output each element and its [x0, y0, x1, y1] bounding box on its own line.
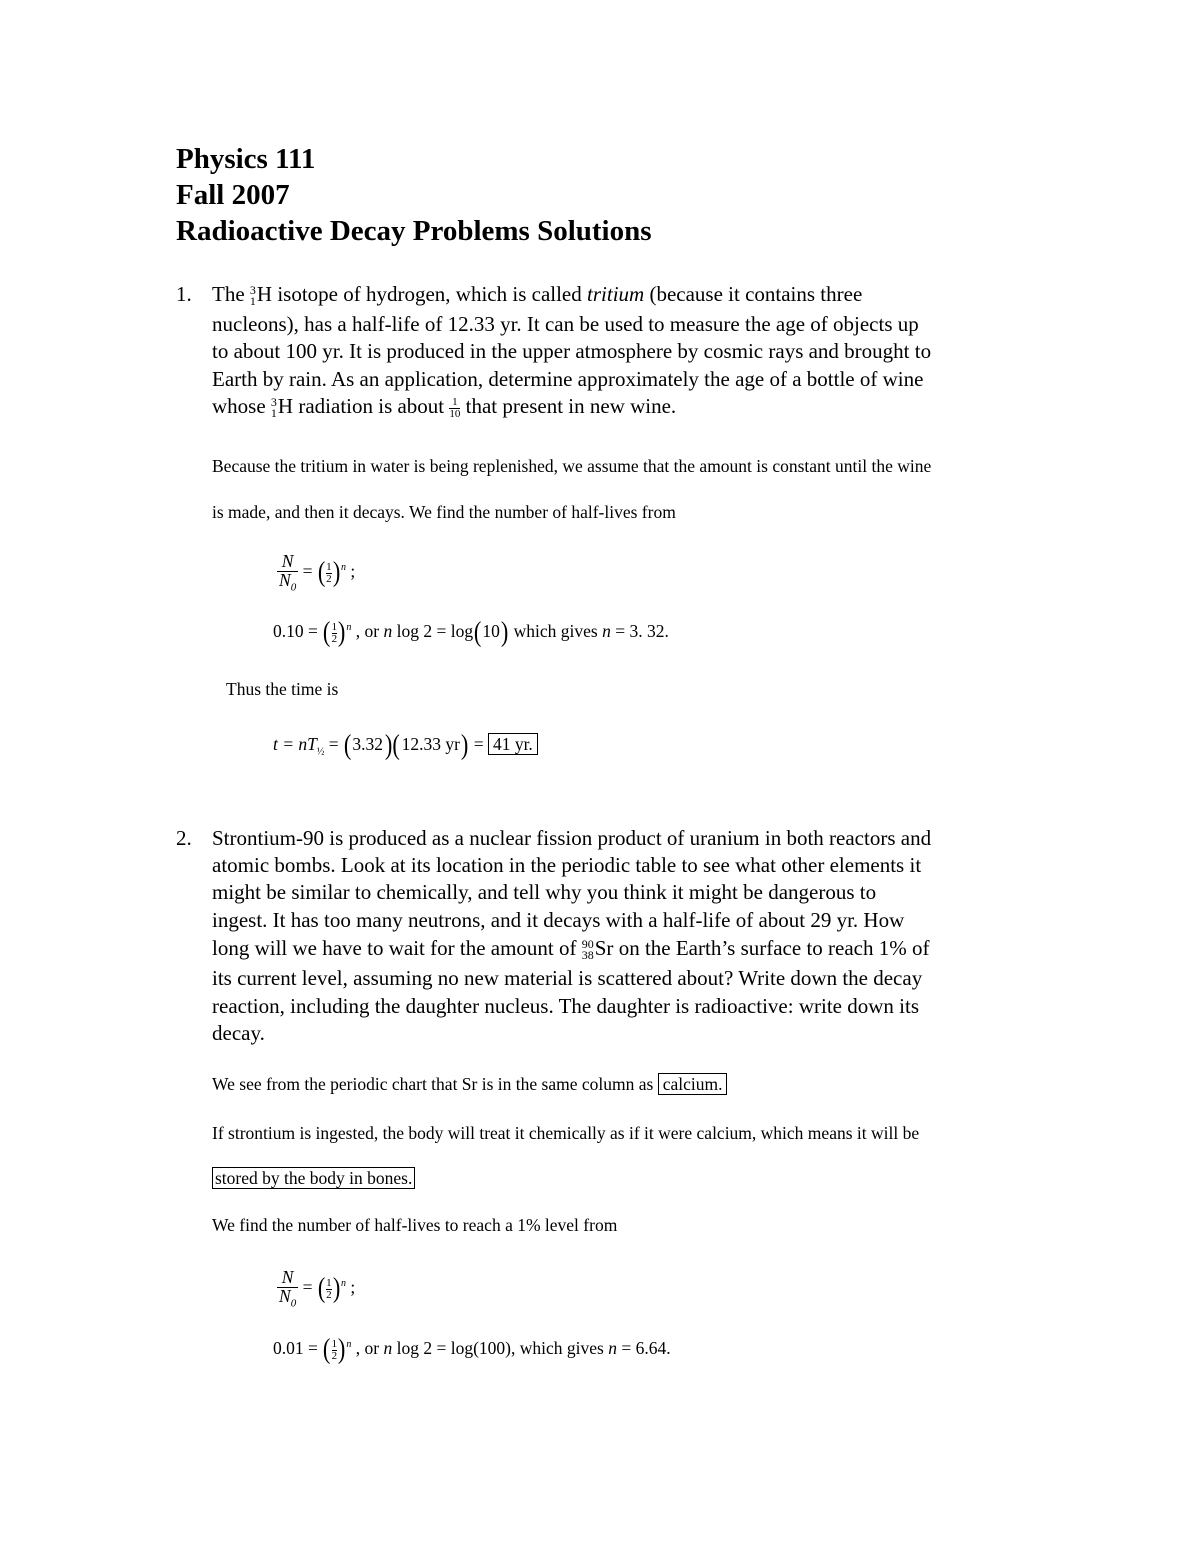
problem-1-line-2: nucleons), has a half-life of 12.33 yr. It can be used to measure the age of objects up	[212, 312, 919, 336]
problem-2-line-5: long will we have to wait for the amount of 90 38 Sr on the Earth’s surface to reach 1% of	[212, 936, 930, 963]
solution-2-text-3	[212, 1168, 415, 1189]
solution-2-text-2: If strontium is ingested, the body will treat it chemically as if it were calcium, which means it will be	[212, 1123, 920, 1143]
tritium-isotope-2: 3 1	[270, 394, 277, 421]
problem-2-line-8: decay.	[212, 1021, 265, 1045]
term-title: Fall 2007	[176, 179, 290, 211]
problem-2-line-7: reaction, including the daughter nucleus. The daughter is radioactive: write down its	[212, 994, 919, 1018]
time-equation: $t = nT_{\frac{1}{2}} = (3.32)$( 12.33 yr) = 41 yr.	[273, 730, 538, 762]
solution-1-text-1: Because the tritium in water is being replenished, we assume that the amount is constant until the wine	[212, 456, 932, 476]
page-title: Radioactive Decay Problems Solutions	[176, 215, 652, 247]
problem-1-line-3: to about 100 yr. It is produced in the upper atmosphere by cosmic rays and brought to	[212, 339, 932, 363]
solution-1-text-2: is made, and then it decays. We find the number of half-lives from	[212, 502, 676, 522]
course-title: Physics 111	[176, 143, 316, 175]
answer-box-1: 41 yr.	[488, 733, 538, 755]
one-tenth-fraction: $\frac{1}{10}$	[449, 395, 461, 420]
problem-2-line-1: Strontium-90 is produced as a nuclear fission product of uranium in both reactors and	[212, 826, 932, 850]
decay-ratio-equation: $\frac{N}{N_0}$ = ( $\frac{1}{2}$ )$^n$ ;	[279, 551, 356, 593]
problem-2-number: 2.	[176, 826, 192, 850]
solution-2-text-4: We find the number of half-lives to reach a 1% level from	[212, 1215, 618, 1235]
problem-1-line-1: The 3 1 H isotope of hydrogen, which is called tritium (because it contains three	[212, 282, 863, 309]
answer-box-bones: stored by the body in bones.	[212, 1167, 415, 1189]
problem-1-line-5: whose 3 1 H radiation is about $\frac{1}{10}$ that present in new wine.	[212, 394, 677, 421]
decay-ratio-equation-2: $\frac{N}{N_0}$ = ( $\frac{1}{2}$ )$^n$ ;	[279, 1267, 356, 1309]
problem-2-line-4: ingest. It has too many neutrons, and it decays with a half-life of about 29 yr. How	[212, 908, 905, 932]
tritium-isotope: 3 1	[249, 282, 256, 309]
solution-2-text-1: We see from the periodic chart that Sr is in the same column as calcium.	[212, 1074, 727, 1095]
problem-2-line-6: its current level, assuming no new material is scattered about? Write down the decay	[212, 966, 923, 990]
strontium-isotope: 90 38	[581, 936, 594, 963]
half-lives-equation: 0.10 = ( $\frac{1}{2}$ )$^n$ , or n log 2 = log(10) which gives n = 3. 32.	[273, 617, 669, 648]
problem-1-number: 1.	[176, 282, 192, 306]
solution-1-thus: Thus the time is	[226, 679, 339, 699]
problem-2-line-2: atomic bombs. Look at its location in the periodic table to see what other elements it	[212, 853, 922, 877]
problem-2-line-3: might be similar to chemically, and tell why you think it might be dangerous to	[212, 880, 877, 904]
answer-box-calcium: calcium.	[658, 1073, 728, 1095]
half-lives-equation-2: 0.01 = ( $\frac{1}{2}$ )$^n$ , or n log 2 = log(100), which gives n = 6.64.	[273, 1334, 671, 1365]
problem-1-line-4: Earth by rain. As an application, determine approximately the age of a bottle of wine	[212, 367, 924, 391]
